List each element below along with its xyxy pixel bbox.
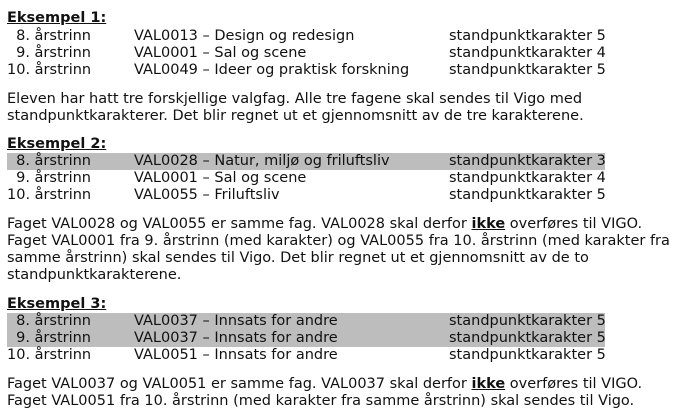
final-grade: standpunktkarakter 3 xyxy=(449,153,606,169)
explanation-line: standpunktkarakterer. Det blir regnet ut et gjennomsnitt av de tre karakterene. xyxy=(7,108,584,124)
grade-level: 9. årstrinn xyxy=(16,45,91,61)
example-1-heading: Eksempel 1: xyxy=(7,10,107,26)
grade-level: 8. årstrinn xyxy=(16,153,91,169)
subject-code: VAL0001 – Sal og scene xyxy=(134,170,307,186)
emphasis-not: ikke xyxy=(471,376,506,392)
grade-level: 9. årstrinn xyxy=(16,170,91,186)
final-grade: standpunktkarakter 5 xyxy=(449,313,606,329)
text-segment: Faget VAL0037 og VAL0051 er samme fag. VAL0037 skal derfor xyxy=(7,376,472,392)
final-grade: standpunktkarakter 4 xyxy=(449,170,606,186)
grade-level: 10. årstrinn xyxy=(7,347,92,363)
example-1-row xyxy=(7,62,605,79)
grade-level: 9. årstrinn xyxy=(16,330,91,346)
final-grade: standpunktkarakter 5 xyxy=(449,187,606,203)
subject-code: VAL0055 – Friluftsliv xyxy=(134,187,280,203)
final-grade: standpunktkarakter 5 xyxy=(449,347,606,363)
subject-code: VAL0037 – Innsats for andre xyxy=(134,313,338,329)
example-3-row-highlighted xyxy=(7,313,605,330)
text-segment: Faget VAL0028 og VAL0055 er samme fag. VAL0028 skal derfor xyxy=(7,216,472,232)
explanation-line: Faget VAL0051 fra 10. årstrinn (med karakter fra samme årstrinn) skal sendes til Vigo. xyxy=(7,393,635,409)
final-grade: standpunktkarakter 4 xyxy=(449,45,606,61)
text-segment: overføres til VIGO. xyxy=(505,216,643,232)
example-3-row xyxy=(7,347,605,364)
subject-code: VAL0013 – Design og redesign xyxy=(134,28,355,44)
explanation-line: Faget VAL0001 fra 9. årstrinn (med karakter) og VAL0055 fra 10. årstrinn (med karakter fra xyxy=(7,233,670,249)
explanation-line xyxy=(7,216,683,233)
example-3-heading: Eksempel 3: xyxy=(7,296,107,312)
example-1-row xyxy=(7,28,605,45)
example-2-row xyxy=(7,170,605,187)
final-grade: standpunktkarakter 5 xyxy=(449,330,606,346)
example-2-row xyxy=(7,187,605,204)
subject-code: VAL0037 – Innsats for andre xyxy=(134,330,338,346)
text-segment: overføres til VIGO. xyxy=(505,376,643,392)
example-3-explanation xyxy=(7,376,683,410)
example-1-explanation xyxy=(7,91,683,125)
subject-code: VAL0001 – Sal og scene xyxy=(134,45,307,61)
example-1-row xyxy=(7,45,605,62)
final-grade: standpunktkarakter 5 xyxy=(449,62,606,78)
explanation-line: samme årstrinn) skal sendes til Vigo. Det blir regnet ut et gjennomsnitt av de to xyxy=(7,250,589,266)
grade-level: 10. årstrinn xyxy=(7,62,92,78)
explanation-line xyxy=(7,376,683,393)
emphasis-not: ikke xyxy=(471,216,506,232)
subject-code: VAL0049 – Ideer og praktisk forskning xyxy=(134,62,410,78)
grade-level: 8. årstrinn xyxy=(16,313,91,329)
final-grade: standpunktkarakter 5 xyxy=(449,28,606,44)
explanation-line: standpunktkarakterene. xyxy=(7,267,182,283)
example-3-row-highlighted xyxy=(7,330,605,347)
example-2-row-highlighted xyxy=(7,153,605,170)
grade-level: 8. årstrinn xyxy=(16,28,91,44)
grade-level: 10. årstrinn xyxy=(7,187,92,203)
subject-code: VAL0028 – Natur, miljø og friluftsliv xyxy=(134,153,390,169)
explanation-line: Eleven har hatt tre forskjellige valgfag. Alle tre fagene skal sendes til Vigo med xyxy=(7,91,583,107)
example-2-explanation xyxy=(7,216,683,284)
example-2-heading: Eksempel 2: xyxy=(7,136,107,152)
subject-code: VAL0051 – Innsats for andre xyxy=(134,347,338,363)
